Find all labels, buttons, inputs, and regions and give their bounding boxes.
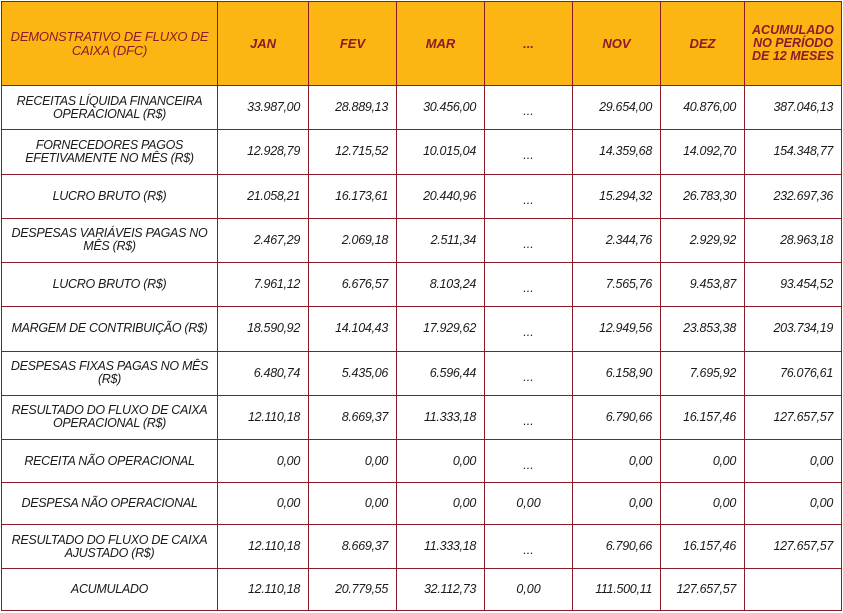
table-cell: ... (485, 307, 573, 351)
table-cell: 7.695,92 (661, 351, 745, 395)
table-cell: 33.987,00 (218, 86, 309, 130)
table-cell: 26.783,30 (661, 174, 745, 218)
table-cell: 0,00 (397, 483, 485, 525)
table-cell: ... (485, 525, 573, 568)
table-cell: 11.333,18 (397, 395, 485, 439)
table-cell: 5.435,06 (309, 351, 397, 395)
header-month: JAN (218, 2, 309, 86)
table-cell: 6.790,66 (573, 395, 661, 439)
table-cell: 2.344,76 (573, 218, 661, 262)
table-cell: 2.069,18 (309, 218, 397, 262)
row-total: 76.076,61 (745, 351, 842, 395)
header-month: MAR (397, 2, 485, 86)
table-cell: 0,00 (661, 440, 745, 483)
table-cell: ... (485, 263, 573, 307)
table-cell: 12.110,18 (218, 525, 309, 568)
row-label: RECEITA NÃO OPERACIONAL (2, 440, 218, 483)
row-label: RECEITAS LÍQUIDA FINANCEIRA OPERACIONAL (R$) (2, 86, 218, 130)
table-cell: 7.565,76 (573, 263, 661, 307)
table-cell: 10.015,04 (397, 130, 485, 174)
table-cell: 6.790,66 (573, 525, 661, 568)
table-cell: 8.103,24 (397, 263, 485, 307)
table-row (2, 440, 842, 483)
table-cell: 32.112,73 (397, 568, 485, 610)
table-cell: 21.058,21 (218, 174, 309, 218)
table-cell: 12.928,79 (218, 130, 309, 174)
row-total: 0,00 (745, 483, 842, 525)
table-cell: 0,00 (485, 568, 573, 610)
table-cell: 12.715,52 (309, 130, 397, 174)
table-cell: ... (485, 351, 573, 395)
row-label: LUCRO BRUTO (R$) (2, 263, 218, 307)
table-cell: 6.480,74 (218, 351, 309, 395)
table-cell: 8.669,37 (309, 525, 397, 568)
table-cell: 16.157,46 (661, 395, 745, 439)
row-total: 93.454,52 (745, 263, 842, 307)
header-month: ... (485, 2, 573, 86)
table-row (2, 174, 842, 218)
table-cell: 127.657,57 (661, 568, 745, 610)
table-cell: ... (485, 174, 573, 218)
row-label: DESPESAS FIXAS PAGAS NO MÊS (R$) (2, 351, 218, 395)
table-cell: 6.596,44 (397, 351, 485, 395)
table-cell: 16.157,46 (661, 525, 745, 568)
table-cell: 14.359,68 (573, 130, 661, 174)
table-cell: 8.669,37 (309, 395, 397, 439)
table-cell: 7.961,12 (218, 263, 309, 307)
row-label: MARGEM DE CONTRIBUIÇÃO (R$) (2, 307, 218, 351)
table-row (2, 395, 842, 439)
table-row (2, 130, 842, 174)
cash-flow-table (1, 1, 842, 611)
table-cell: 0,00 (661, 483, 745, 525)
header-label: DEMONSTRATIVO DE FLUXO DE CAIXA (DFC) (2, 2, 218, 86)
row-total: 0,00 (745, 440, 842, 483)
table-cell: 30.456,00 (397, 86, 485, 130)
table-cell: 0,00 (397, 440, 485, 483)
table-cell: 17.929,62 (397, 307, 485, 351)
table-row (2, 218, 842, 262)
table-cell: 16.173,61 (309, 174, 397, 218)
table-cell: 20.440,96 (397, 174, 485, 218)
row-label: RESULTADO DO FLUXO DE CAIXA OPERACIONAL (R$) (2, 395, 218, 439)
table-cell: 11.333,18 (397, 525, 485, 568)
table-cell: 12.110,18 (218, 395, 309, 439)
table-cell: ... (485, 218, 573, 262)
table-cell: 18.590,92 (218, 307, 309, 351)
table-row (2, 263, 842, 307)
row-total: 127.657,57 (745, 395, 842, 439)
table-cell: 0,00 (309, 440, 397, 483)
row-label: LUCRO BRUTO (R$) (2, 174, 218, 218)
row-total: 127.657,57 (745, 525, 842, 568)
row-label: RESULTADO DO FLUXO DE CAIXA AJUSTADO (R$) (2, 525, 218, 568)
table-cell: ... (485, 440, 573, 483)
table-cell: 14.104,43 (309, 307, 397, 351)
table-cell: 2.467,29 (218, 218, 309, 262)
row-label: FORNECEDORES PAGOS EFETIVAMENTE NO MÊS (R$) (2, 130, 218, 174)
table-cell: 15.294,32 (573, 174, 661, 218)
table-cell: 40.876,00 (661, 86, 745, 130)
table-cell: 2.511,34 (397, 218, 485, 262)
table-cell: 0,00 (485, 483, 573, 525)
header-month: FEV (309, 2, 397, 86)
table-cell: 6.158,90 (573, 351, 661, 395)
table-cell: 23.853,38 (661, 307, 745, 351)
table-cell: ... (485, 395, 573, 439)
table-cell: 6.676,57 (309, 263, 397, 307)
table-cell: 0,00 (573, 483, 661, 525)
table-cell: 0,00 (218, 483, 309, 525)
row-label: DESPESA NÃO OPERACIONAL (2, 483, 218, 525)
row-total (745, 568, 842, 610)
row-total: 232.697,36 (745, 174, 842, 218)
table-cell: 28.889,13 (309, 86, 397, 130)
table-cell: 29.654,00 (573, 86, 661, 130)
table-row (2, 483, 842, 525)
table-cell: 0,00 (309, 483, 397, 525)
table-cell: 0,00 (573, 440, 661, 483)
header-row (2, 2, 842, 86)
table-cell: 12.949,56 (573, 307, 661, 351)
table-cell: 2.929,92 (661, 218, 745, 262)
table-row (2, 307, 842, 351)
table-cell: ... (485, 86, 573, 130)
row-total: 203.734,19 (745, 307, 842, 351)
header-total: ACUMULADO NO PERÍODO DE 12 MESES (745, 2, 842, 86)
row-label: ACUMULADO (2, 568, 218, 610)
table-cell: 12.110,18 (218, 568, 309, 610)
row-total: 387.046,13 (745, 86, 842, 130)
table-cell: ... (485, 130, 573, 174)
table-cell: 111.500,11 (573, 568, 661, 610)
table-row (2, 86, 842, 130)
row-total: 28.963,18 (745, 218, 842, 262)
header-month: DEZ (661, 2, 745, 86)
table-cell: 9.453,87 (661, 263, 745, 307)
row-label: DESPESAS VARIÁVEIS PAGAS NO MÊS (R$) (2, 218, 218, 262)
table-cell: 14.092,70 (661, 130, 745, 174)
table-cell: 20.779,55 (309, 568, 397, 610)
row-total: 154.348,77 (745, 130, 842, 174)
header-month: NOV (573, 2, 661, 86)
table-row (2, 351, 842, 395)
table-row (2, 568, 842, 610)
table-cell: 0,00 (218, 440, 309, 483)
table-row (2, 525, 842, 568)
